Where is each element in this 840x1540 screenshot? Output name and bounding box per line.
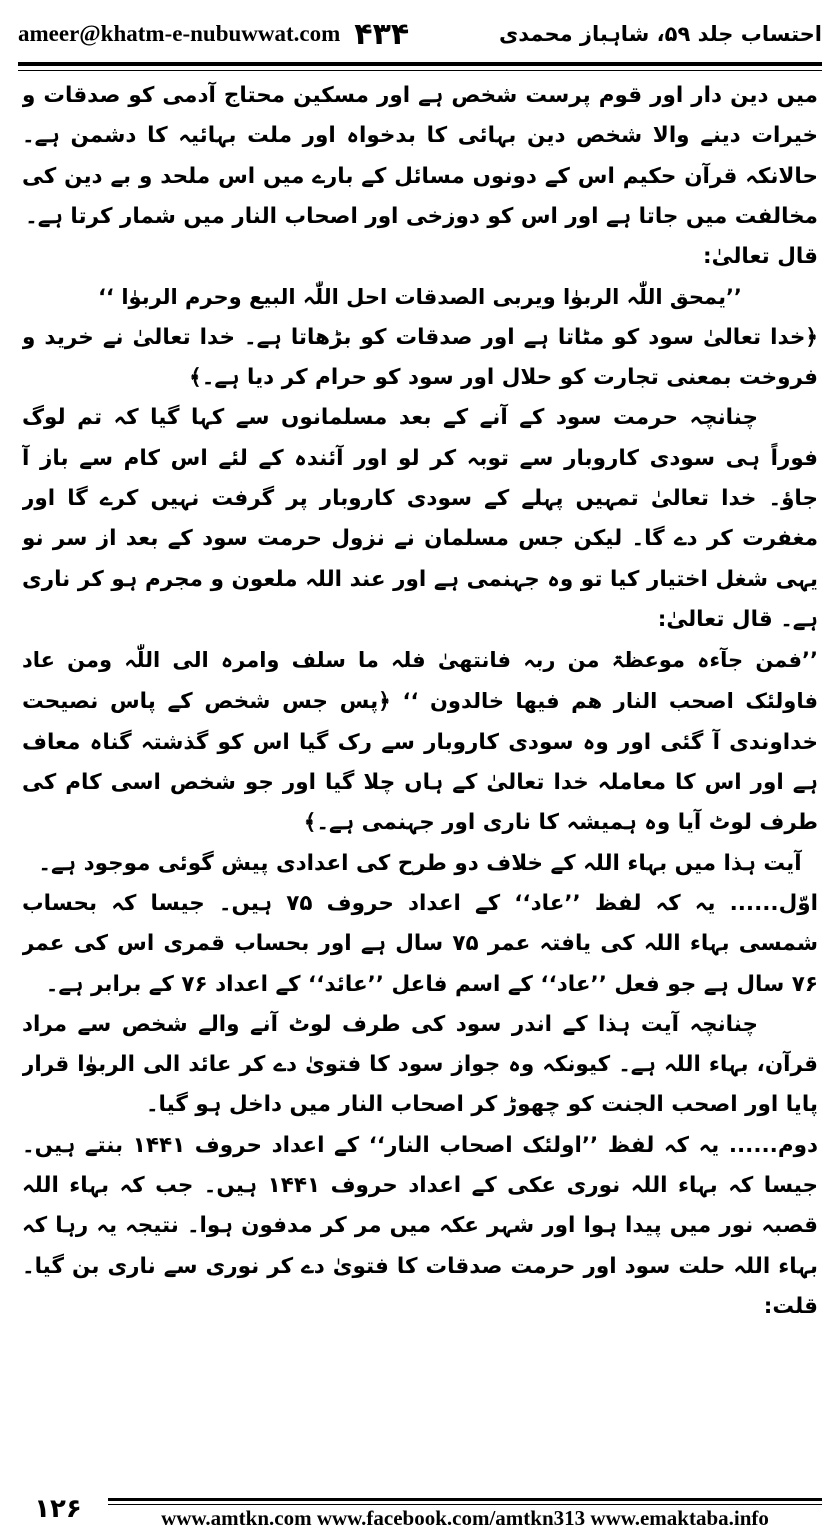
header-left <box>18 17 409 52</box>
header-rule-thick <box>18 62 822 66</box>
paragraph-qaal: قال تعالیٰ: <box>703 244 818 270</box>
header-page-number: ۴۳۴ <box>354 16 410 52</box>
page-header <box>18 8 822 60</box>
page-body <box>22 76 818 1481</box>
paragraph-3: آیت ہذا میں بہاء اللہ کے خلاف دو طرح کی اعدادی پیش گوئی موجود ہے۔ <box>38 850 802 876</box>
header-rule-thin <box>18 70 822 71</box>
paragraph-1: میں دین دار اور قوم پرست شخص ہے اور مسکین محتاج آدمی کو صدقات و خیرات دینے والا شخص دین بہائی کا بدخواہ اور ملت بہائیہ کا دشمن ہے۔ حالانکہ قرآن حکیم اس کے دونوں مسائل کے بارے میں اس ملحد و بے دین کی مخالفت میں جاتا ہے اور اس کو دوزخی اور اصحاب النار میں شمار کرتا ہے۔ <box>22 83 818 229</box>
quran-verse-1: ’’یمحق اللّٰہ الربوٰا ویربی الصدقات احل اللّٰہ البیع وحرم الربوٰا ‘‘ <box>98 285 742 310</box>
paragraph-4: چنانچہ آیت ہذا کے اندر سود کی طرف لوٹ آنے والے شخص سے مراد قرآن، بہاء اللہ ہے۔ کیونکہ وہ جواز سود کا فتویٰ دے کر عائد الی الربوٰا قرار پایا اور اصحب الجنت کو چھوڑ کر اصحاب النار میں داخل ہو گیا۔ <box>22 1011 818 1118</box>
translation-2: ﴿پس جس شخص کے پاس نصیحت خداوندی آ گئی اور وہ سودی کاروبار سے رک گیا اس کو گذشتہ گناہ معاف ہے اور اس کا معاملہ خدا تعالیٰ کے ہاں چلا گیا اور جو شخص اسی کام کی طرف لوٹ آیا وہ ہمیشہ کا ناری اور جہنمی ہے۔﴾ <box>22 689 818 836</box>
quran-verse-2: ’’فمن جآءہ موعظۃ من ربہ فانتھیٰ فلہ ما سلف وامرہ الی اللّٰہ ومن عاد فاولئک اصحب النار ھم فیھا خالدون ‘‘ <box>22 648 818 714</box>
footer-rule-thin <box>108 1504 822 1505</box>
footer-links: www.amtkn.com www.facebook.com/amtkn313 www.emaktaba.info <box>161 1506 769 1530</box>
header-email: ameer@khatm-e-nubuwwat.com <box>18 21 341 46</box>
paragraph-first-point: اوّل...... یہ کہ لفظ ’’عاد‘‘ کے اعداد حروف ۷۵ ہیں۔ جیسا کہ بحساب شمسی بہاء اللہ کی یافتہ عمر ۷۵ سال ہے اور بحساب قمری اس کی عمر ۷۶ سال ہے جو فعل ’’عاد‘‘ کے اسم فاعل ’’عائد‘‘ کے اعداد ۷۶ کے برابر ہے۔ <box>22 890 818 997</box>
footer-page-number: ۱۲۶ <box>34 1494 82 1524</box>
footer-rule-thick <box>108 1498 822 1501</box>
verse-paragraph <box>22 640 818 843</box>
paragraph-2: چنانچہ حرمت سود کے آنے کے بعد مسلمانوں سے کہا گیا کہ تم لوگ فوراً ہی سودی کاروبار سے توبہ کر لو اور آئندہ کے لئے اس کام سے باز آ جاؤ۔ خدا تعالیٰ تمہیں پہلے کے سودی کاروبار پر گرفت نہیں کرے گا اور مغفرت کر دے گا۔ لیکن جس مسلمان نے نزول حرمت سود کے بعد از سر نو یہی شغل اختیار کیا تو وہ جہنمی ہے اور عند اللہ ملعون و مجرم ہو کر ناری ہے۔ قال تعالیٰ: <box>22 405 818 632</box>
header-title: احتساب جلد ۵۹، شاہباز محمدی <box>499 22 822 46</box>
translation-1: ﴿خدا تعالیٰ سود کو مٹاتا ہے اور صدقات کو بڑھاتا ہے۔ خدا تعالیٰ نے خرید و فروخت بمعنی تجارت کو حلال اور سود کو حرام کر دیا ہے۔﴾ <box>22 324 818 391</box>
paragraph-second-point: دوم...... یہ کہ لفظ ’’اولئک اصحاب النار‘‘ کے اعداد حروف ۱۴۴۱ بنتے ہیں۔ جیسا کہ بہاء اللہ نوری عکی کے اعداد حروف ۱۴۴۱ ہیں۔ جب کہ بہاء اللہ قصبہ نور میں پیدا ہوا اور شہر عکہ میں مر کر مدفون ہوا۔ نتیجہ یہ رہا کہ بہاء اللہ حلت سود اور حرمت صدقات کا فتویٰ دے کر نوری سے ناری بن گیا۔ قلت: <box>22 1132 818 1319</box>
page-footer <box>18 1492 822 1532</box>
